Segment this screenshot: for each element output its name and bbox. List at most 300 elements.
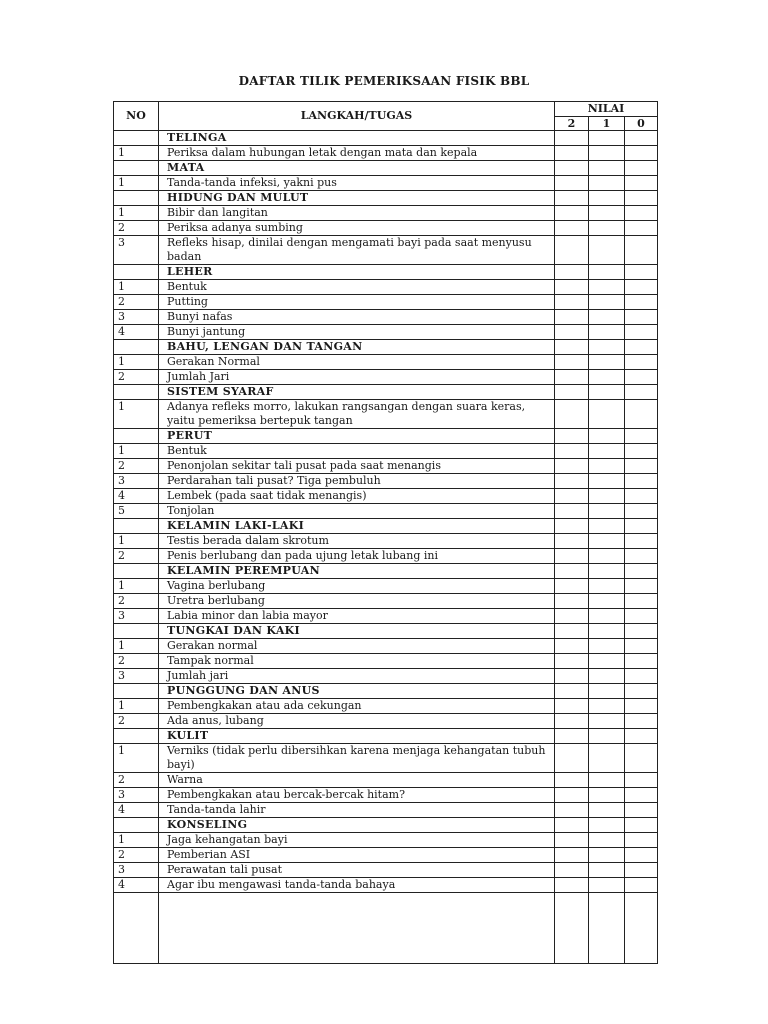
score-1-cell[interactable] (589, 370, 625, 385)
score-1-cell[interactable] (589, 654, 625, 669)
item-no: 1 (114, 744, 159, 773)
item-no: 1 (114, 146, 159, 161)
blank-cell (589, 893, 625, 964)
score-1-cell[interactable] (589, 310, 625, 325)
item-row (114, 295, 658, 310)
score-0-cell[interactable] (625, 310, 658, 325)
section-title: HIDUNG DAN MULUT (159, 191, 555, 206)
score-cell (589, 624, 625, 639)
item-text: Bibir dan langitan (159, 206, 555, 221)
section-title: PUNGGUNG DAN ANUS (159, 684, 555, 699)
section-row (114, 131, 658, 146)
section-no-cell (114, 818, 159, 833)
score-1-cell[interactable] (589, 833, 625, 848)
score-cell (555, 265, 589, 280)
score-2-cell[interactable] (555, 236, 589, 265)
score-2-cell[interactable] (555, 459, 589, 474)
score-cell (589, 191, 625, 206)
item-no: 2 (114, 295, 159, 310)
item-row (114, 863, 658, 878)
item-row (114, 489, 658, 504)
score-0-cell[interactable] (625, 400, 658, 429)
score-cell (555, 624, 589, 639)
score-0-cell[interactable] (625, 699, 658, 714)
header-score-2: 2 (555, 116, 589, 131)
item-row (114, 534, 658, 549)
score-1-cell[interactable] (589, 534, 625, 549)
item-row (114, 639, 658, 654)
score-1-cell[interactable] (589, 146, 625, 161)
item-no: 1 (114, 444, 159, 459)
item-no: 1 (114, 280, 159, 295)
score-cell (625, 519, 658, 534)
score-1-cell[interactable] (589, 639, 625, 654)
score-cell (625, 684, 658, 699)
score-2-cell[interactable] (555, 146, 589, 161)
section-title: KELAMIN PEREMPUAN (159, 564, 555, 579)
score-0-cell[interactable] (625, 654, 658, 669)
score-cell (555, 340, 589, 355)
item-row (114, 788, 658, 803)
item-text: Perawatan tali pusat (159, 863, 555, 878)
blank-cell (625, 893, 658, 964)
score-1-cell[interactable] (589, 236, 625, 265)
section-row (114, 519, 658, 534)
item-text: Lembek (pada saat tidak menangis) (159, 489, 555, 504)
item-text: Verniks (tidak perlu dibersihkan karena menjaga kehangatan tubuh bayi) (159, 744, 555, 773)
page-title: DAFTAR TILIK PEMERIKSAAN FISIK BBL (238, 74, 530, 88)
score-1-cell[interactable] (589, 579, 625, 594)
score-2-cell[interactable] (555, 788, 589, 803)
item-no: 1 (114, 206, 159, 221)
score-0-cell[interactable] (625, 504, 658, 519)
item-no: 3 (114, 669, 159, 684)
item-text: Bentuk (159, 280, 555, 295)
score-1-cell[interactable] (589, 848, 625, 863)
item-text: Agar ibu mengawasi tanda-tanda bahaya (159, 878, 555, 893)
item-no: 3 (114, 474, 159, 489)
score-0-cell[interactable] (625, 236, 658, 265)
score-cell (555, 191, 589, 206)
item-row (114, 803, 658, 818)
item-row (114, 176, 658, 191)
score-1-cell[interactable] (589, 355, 625, 370)
score-1-cell[interactable] (589, 325, 625, 340)
item-row (114, 206, 658, 221)
score-1-cell[interactable] (589, 714, 625, 729)
item-row (114, 609, 658, 624)
score-0-cell[interactable] (625, 444, 658, 459)
score-cell (555, 564, 589, 579)
score-cell (589, 265, 625, 280)
score-0-cell[interactable] (625, 206, 658, 221)
item-no: 3 (114, 609, 159, 624)
score-2-cell[interactable] (555, 534, 589, 549)
score-2-cell[interactable] (555, 489, 589, 504)
item-text: Tampak normal (159, 654, 555, 669)
section-row (114, 191, 658, 206)
checklist-table (113, 101, 658, 964)
section-no-cell (114, 519, 159, 534)
item-row (114, 474, 658, 489)
item-no: 3 (114, 236, 159, 265)
score-1-cell[interactable] (589, 176, 625, 191)
score-0-cell[interactable] (625, 594, 658, 609)
score-cell (555, 729, 589, 744)
section-no-cell (114, 729, 159, 744)
score-cell (625, 624, 658, 639)
item-text: Pemberian ASI (159, 848, 555, 863)
score-2-cell[interactable] (555, 370, 589, 385)
item-text: Labia minor dan labia mayor (159, 609, 555, 624)
blank-row (114, 893, 658, 964)
score-0-cell[interactable] (625, 355, 658, 370)
score-1-cell[interactable] (589, 400, 625, 429)
score-cell (625, 564, 658, 579)
section-no-cell (114, 191, 159, 206)
section-title: PERUT (159, 429, 555, 444)
header-task: LANGKAH/TUGAS (159, 102, 555, 131)
score-cell (589, 684, 625, 699)
item-text: Tanda-tanda lahir (159, 803, 555, 818)
score-1-cell[interactable] (589, 474, 625, 489)
header-score-0: 0 (625, 116, 658, 131)
section-title: MATA (159, 161, 555, 176)
score-0-cell[interactable] (625, 773, 658, 788)
item-row (114, 280, 658, 295)
item-text: Penis berlubang dan pada ujung letak lubang ini (159, 549, 555, 564)
score-cell (625, 429, 658, 444)
section-no-cell (114, 131, 159, 146)
score-0-cell[interactable] (625, 489, 658, 504)
item-no: 2 (114, 773, 159, 788)
score-cell (589, 564, 625, 579)
item-text: Adanya refleks morro, lakukan rangsangan dengan suara keras, yaitu pemeriksa bertepuk tangan (159, 400, 555, 429)
score-2-cell[interactable] (555, 280, 589, 295)
score-cell (625, 729, 658, 744)
section-title: TELINGA (159, 131, 555, 146)
score-cell (625, 131, 658, 146)
item-text: Bentuk (159, 444, 555, 459)
score-0-cell[interactable] (625, 474, 658, 489)
score-1-cell[interactable] (589, 863, 625, 878)
section-row (114, 161, 658, 176)
section-title: BAHU, LENGAN DAN TANGAN (159, 340, 555, 355)
score-cell (589, 385, 625, 400)
item-text: Putting (159, 295, 555, 310)
score-cell (625, 818, 658, 833)
score-cell (555, 131, 589, 146)
score-2-cell[interactable] (555, 773, 589, 788)
item-no: 2 (114, 594, 159, 609)
item-no: 2 (114, 848, 159, 863)
score-cell (589, 340, 625, 355)
item-row (114, 325, 658, 340)
score-cell (589, 818, 625, 833)
score-2-cell[interactable] (555, 699, 589, 714)
score-0-cell[interactable] (625, 534, 658, 549)
item-row (114, 459, 658, 474)
item-row (114, 833, 658, 848)
header-no: NO (114, 102, 159, 131)
item-no: 3 (114, 863, 159, 878)
score-cell (555, 684, 589, 699)
item-text: Gerakan normal (159, 639, 555, 654)
item-row (114, 669, 658, 684)
item-row (114, 773, 658, 788)
section-title: KULIT (159, 729, 555, 744)
score-0-cell[interactable] (625, 863, 658, 878)
score-2-cell[interactable] (555, 594, 589, 609)
item-row (114, 504, 658, 519)
score-1-cell[interactable] (589, 459, 625, 474)
score-2-cell[interactable] (555, 325, 589, 340)
item-text: Refleks hisap, dinilai dengan mengamati bayi pada saat menyusu badan (159, 236, 555, 265)
section-title: KELAMIN LAKI-LAKI (159, 519, 555, 534)
item-no: 1 (114, 355, 159, 370)
score-2-cell[interactable] (555, 744, 589, 773)
table-header (114, 102, 658, 131)
item-no: 2 (114, 459, 159, 474)
section-row (114, 818, 658, 833)
score-2-cell[interactable] (555, 310, 589, 325)
blank-cell (159, 893, 555, 964)
score-1-cell[interactable] (589, 489, 625, 504)
score-0-cell[interactable] (625, 280, 658, 295)
score-1-cell[interactable] (589, 878, 625, 893)
score-1-cell[interactable] (589, 295, 625, 310)
score-2-cell[interactable] (555, 833, 589, 848)
item-text: Periksa dalam hubungan letak dengan mata dan kepala (159, 146, 555, 161)
score-2-cell[interactable] (555, 609, 589, 624)
item-text: Bunyi jantung (159, 325, 555, 340)
item-text: Vagina berlubang (159, 579, 555, 594)
score-1-cell[interactable] (589, 504, 625, 519)
score-0-cell[interactable] (625, 146, 658, 161)
score-1-cell[interactable] (589, 744, 625, 773)
score-cell (589, 131, 625, 146)
section-row (114, 624, 658, 639)
item-no: 4 (114, 489, 159, 504)
score-1-cell[interactable] (589, 773, 625, 788)
item-text: Penonjolan sekitar tali pusat pada saat menangis (159, 459, 555, 474)
score-0-cell[interactable] (625, 295, 658, 310)
item-no: 4 (114, 878, 159, 893)
section-no-cell (114, 684, 159, 699)
item-no: 2 (114, 714, 159, 729)
section-no-cell (114, 429, 159, 444)
item-no: 4 (114, 803, 159, 818)
score-0-cell[interactable] (625, 848, 658, 863)
score-0-cell[interactable] (625, 788, 658, 803)
score-0-cell[interactable] (625, 325, 658, 340)
section-row (114, 684, 658, 699)
score-cell (589, 729, 625, 744)
score-0-cell[interactable] (625, 803, 658, 818)
item-no: 2 (114, 654, 159, 669)
item-no: 1 (114, 579, 159, 594)
score-2-cell[interactable] (555, 863, 589, 878)
item-text: Pembengkakan atau ada cekungan (159, 699, 555, 714)
item-text: Perdarahan tali pusat? Tiga pembuluh (159, 474, 555, 489)
item-text: Uretra berlubang (159, 594, 555, 609)
score-cell (625, 161, 658, 176)
item-row (114, 848, 658, 863)
score-2-cell[interactable] (555, 878, 589, 893)
score-2-cell[interactable] (555, 444, 589, 459)
item-text: Periksa adanya sumbing (159, 221, 555, 236)
section-row (114, 729, 658, 744)
item-no: 5 (114, 504, 159, 519)
score-2-cell[interactable] (555, 221, 589, 236)
score-2-cell[interactable] (555, 639, 589, 654)
score-2-cell[interactable] (555, 400, 589, 429)
item-no: 1 (114, 176, 159, 191)
section-title: KONSELING (159, 818, 555, 833)
item-no: 2 (114, 370, 159, 385)
item-row (114, 355, 658, 370)
section-row (114, 385, 658, 400)
score-2-cell[interactable] (555, 714, 589, 729)
score-0-cell[interactable] (625, 878, 658, 893)
score-2-cell[interactable] (555, 355, 589, 370)
score-cell (625, 340, 658, 355)
score-1-cell[interactable] (589, 549, 625, 564)
score-1-cell[interactable] (589, 206, 625, 221)
score-1-cell[interactable] (589, 788, 625, 803)
section-row (114, 340, 658, 355)
score-1-cell[interactable] (589, 444, 625, 459)
score-cell (589, 519, 625, 534)
item-text: Jumlah Jari (159, 370, 555, 385)
section-no-cell (114, 624, 159, 639)
score-2-cell[interactable] (555, 549, 589, 564)
score-cell (625, 385, 658, 400)
score-0-cell[interactable] (625, 176, 658, 191)
score-2-cell[interactable] (555, 654, 589, 669)
section-no-cell (114, 161, 159, 176)
section-row (114, 564, 658, 579)
item-text: Gerakan Normal (159, 355, 555, 370)
score-0-cell[interactable] (625, 714, 658, 729)
score-1-cell[interactable] (589, 221, 625, 236)
header-score-1: 1 (589, 116, 625, 131)
item-no: 4 (114, 325, 159, 340)
score-1-cell[interactable] (589, 699, 625, 714)
score-0-cell[interactable] (625, 579, 658, 594)
item-text: Jaga kehangatan bayi (159, 833, 555, 848)
section-title: SISTEM SYARAF (159, 385, 555, 400)
item-no: 1 (114, 699, 159, 714)
section-title: LEHER (159, 265, 555, 280)
section-row (114, 429, 658, 444)
score-2-cell[interactable] (555, 848, 589, 863)
item-text: Jumlah jari (159, 669, 555, 684)
score-2-cell[interactable] (555, 206, 589, 221)
score-cell (625, 265, 658, 280)
section-title: TUNGKAI DAN KAKI (159, 624, 555, 639)
score-0-cell[interactable] (625, 370, 658, 385)
score-2-cell[interactable] (555, 669, 589, 684)
item-row (114, 310, 658, 325)
score-0-cell[interactable] (625, 549, 658, 564)
item-text: Bunyi nafas (159, 310, 555, 325)
item-text: Tonjolan (159, 504, 555, 519)
score-cell (589, 161, 625, 176)
item-no: 3 (114, 788, 159, 803)
score-1-cell[interactable] (589, 594, 625, 609)
item-row (114, 594, 658, 609)
score-0-cell[interactable] (625, 833, 658, 848)
section-no-cell (114, 385, 159, 400)
item-row (114, 878, 658, 893)
score-2-cell[interactable] (555, 803, 589, 818)
score-cell (555, 385, 589, 400)
score-cell (589, 429, 625, 444)
score-2-cell[interactable] (555, 579, 589, 594)
header-score: NILAI (555, 102, 658, 117)
section-no-cell (114, 564, 159, 579)
item-row (114, 654, 658, 669)
item-no: 1 (114, 400, 159, 429)
item-text: Ada anus, lubang (159, 714, 555, 729)
score-cell (555, 429, 589, 444)
section-no-cell (114, 265, 159, 280)
score-1-cell[interactable] (589, 609, 625, 624)
score-0-cell[interactable] (625, 609, 658, 624)
score-cell (555, 519, 589, 534)
item-text: Pembengkakan atau bercak-bercak hitam? (159, 788, 555, 803)
score-2-cell[interactable] (555, 504, 589, 519)
item-row (114, 400, 658, 429)
item-text: Testis berada dalam skrotum (159, 534, 555, 549)
score-2-cell[interactable] (555, 176, 589, 191)
blank-cell (555, 893, 589, 964)
table-body (114, 131, 658, 964)
score-1-cell[interactable] (589, 280, 625, 295)
item-row (114, 444, 658, 459)
item-row (114, 579, 658, 594)
score-2-cell[interactable] (555, 474, 589, 489)
score-0-cell[interactable] (625, 744, 658, 773)
score-0-cell[interactable] (625, 459, 658, 474)
score-0-cell[interactable] (625, 669, 658, 684)
blank-cell (114, 893, 159, 964)
item-row (114, 370, 658, 385)
section-row (114, 265, 658, 280)
item-row (114, 699, 658, 714)
score-1-cell[interactable] (589, 669, 625, 684)
section-no-cell (114, 340, 159, 355)
score-0-cell[interactable] (625, 639, 658, 654)
score-cell (625, 191, 658, 206)
item-row (114, 146, 658, 161)
item-no: 2 (114, 549, 159, 564)
score-2-cell[interactable] (555, 295, 589, 310)
item-row (114, 236, 658, 265)
item-row (114, 221, 658, 236)
item-no: 1 (114, 639, 159, 654)
item-row (114, 744, 658, 773)
item-text: Tanda-tanda infeksi, yakni pus (159, 176, 555, 191)
item-no: 3 (114, 310, 159, 325)
item-row (114, 549, 658, 564)
score-cell (555, 161, 589, 176)
item-no: 1 (114, 534, 159, 549)
item-row (114, 714, 658, 729)
score-1-cell[interactable] (589, 803, 625, 818)
score-0-cell[interactable] (625, 221, 658, 236)
